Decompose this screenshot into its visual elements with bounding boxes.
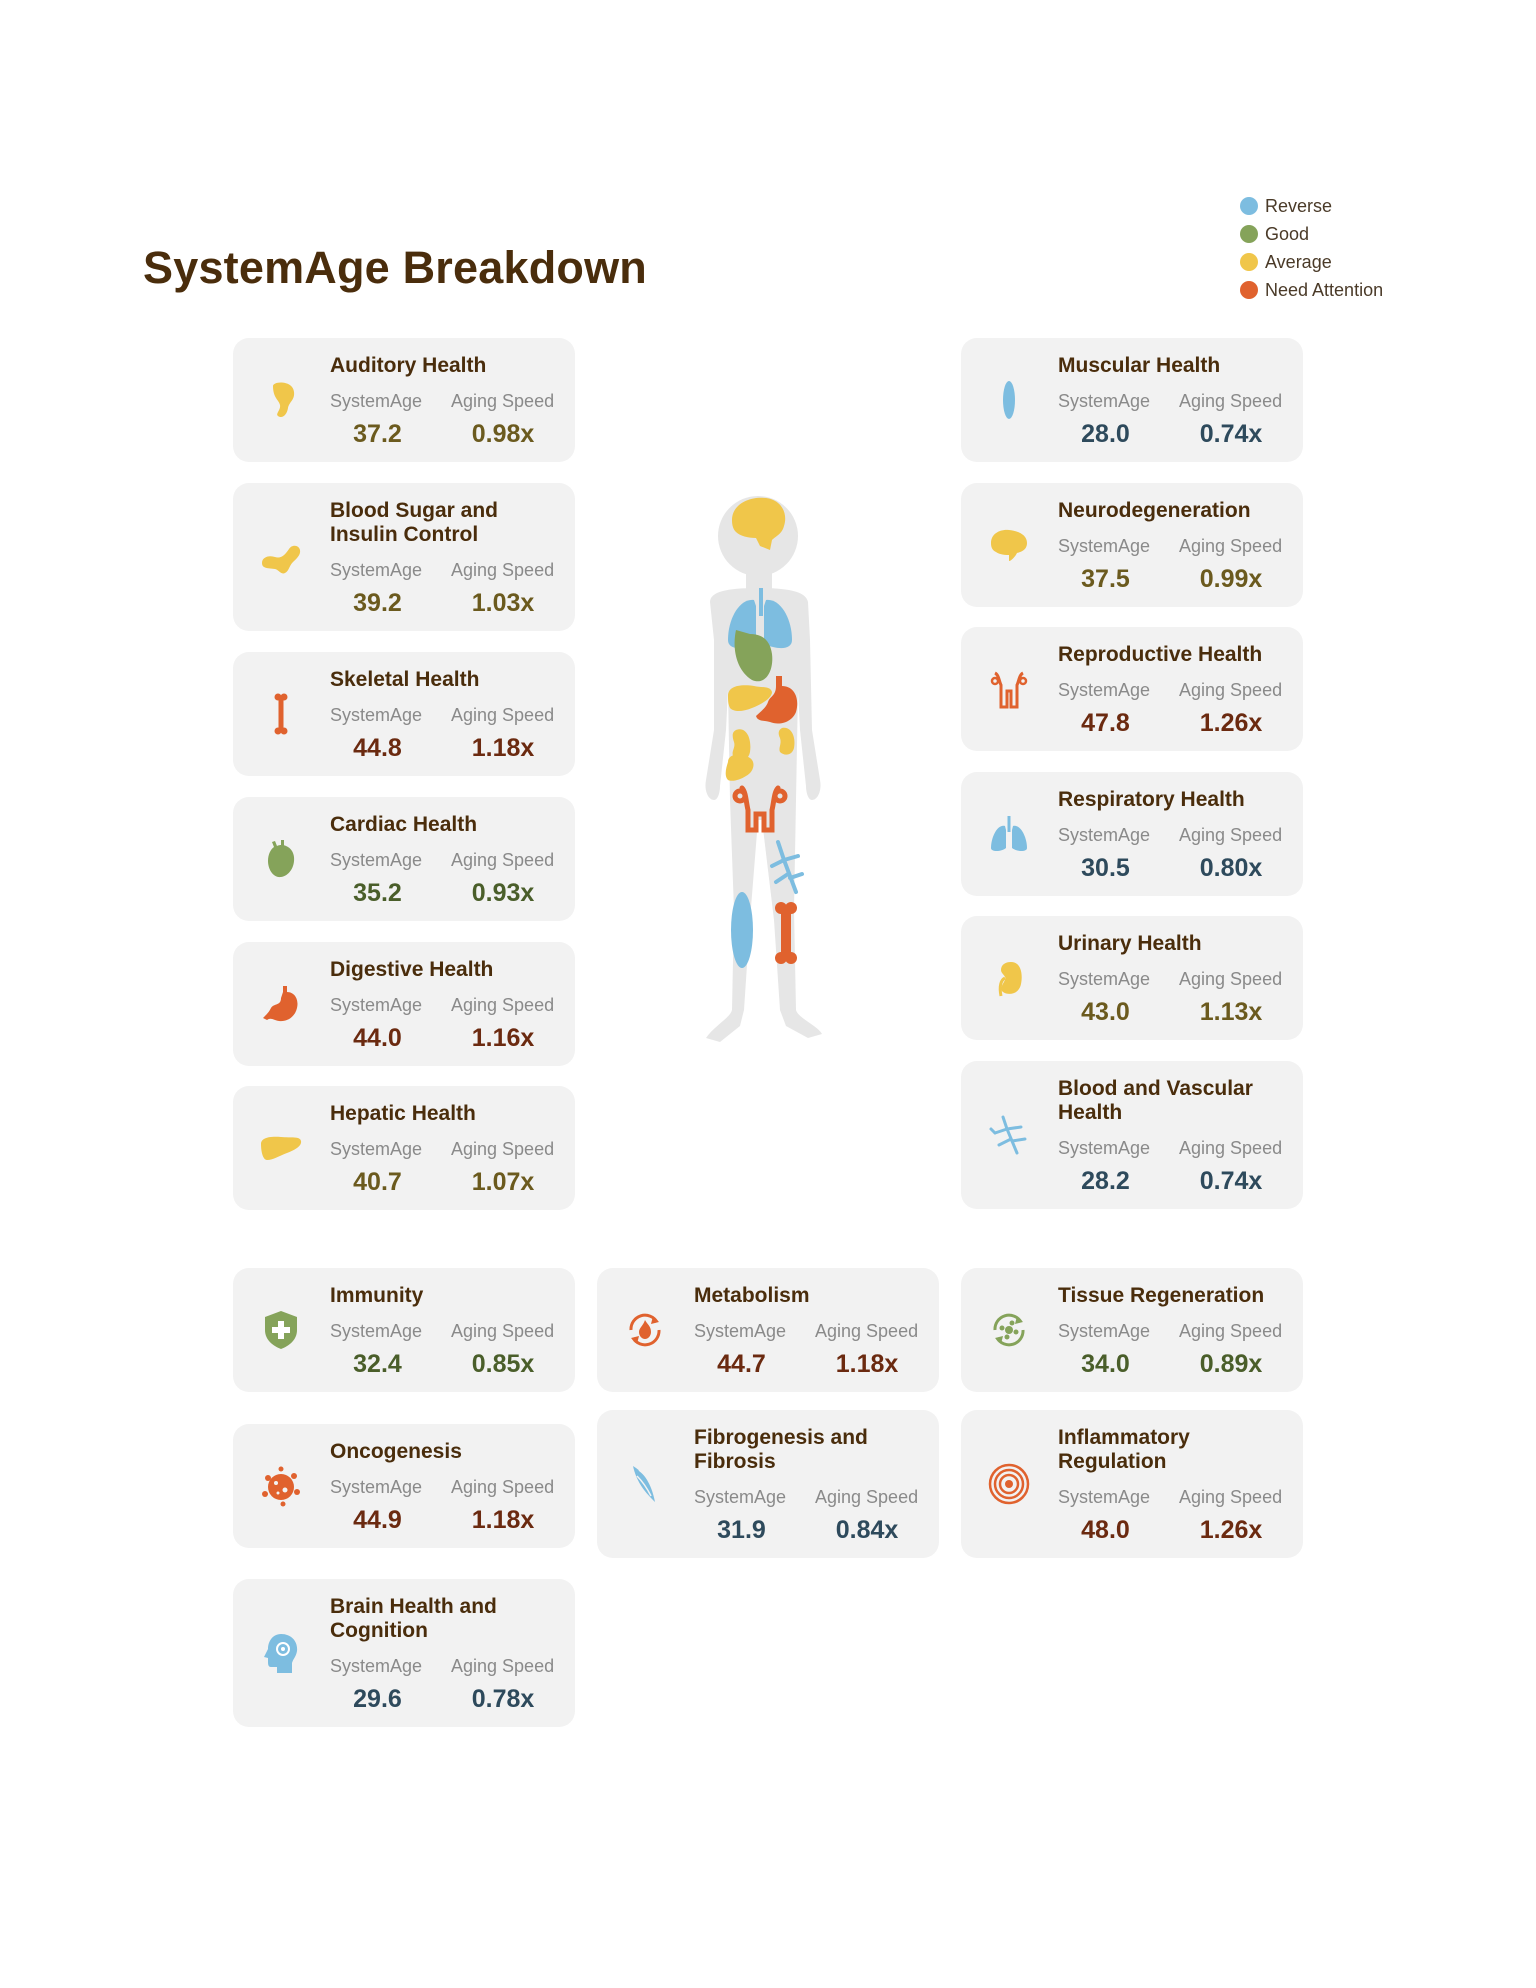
card-values [1058, 709, 1283, 738]
pancreas-icon [259, 535, 303, 579]
aging-speed-label: Aging Speed [451, 391, 555, 411]
systemage-label: SystemAge [330, 1477, 423, 1497]
systemage-value: 48.0 [1081, 1516, 1130, 1544]
card-skeletal-health[interactable] [233, 652, 575, 776]
card-title: Neurodegeneration [1058, 499, 1251, 522]
card-auditory-health[interactable] [233, 338, 575, 462]
systemage-value: 39.2 [353, 589, 402, 617]
card-labels [1058, 536, 1282, 557]
card-values [1058, 565, 1283, 594]
systemage-value: 44.8 [353, 734, 402, 762]
card-labels [330, 705, 554, 726]
aging-speed-label: Aging Speed [451, 1321, 555, 1341]
card-digestive-health[interactable] [233, 942, 575, 1066]
systemage-value: 44.9 [353, 1506, 402, 1534]
card-values [1058, 1350, 1283, 1379]
card-title: Digestive Health [330, 958, 494, 981]
systemage-label: SystemAge [330, 1656, 423, 1676]
aging-speed-value: 0.99x [1199, 565, 1263, 593]
card-labels [330, 1139, 554, 1160]
card-reproductive-health[interactable] [961, 627, 1303, 751]
aging-speed-label: Aging Speed [1179, 1321, 1283, 1341]
card-title: Urinary Health [1058, 932, 1202, 955]
systemage-value: 35.2 [353, 879, 402, 907]
aging-speed-label: Aging Speed [1179, 825, 1283, 845]
card-title: Reproductive Health [1058, 643, 1263, 666]
systemage-label: SystemAge [1058, 969, 1151, 989]
aging-speed-value: 1.18x [471, 734, 535, 762]
card-values [330, 879, 555, 908]
card-title: Metabolism [694, 1284, 810, 1307]
aging-speed-label: Aging Speed [451, 995, 555, 1015]
systemage-label: SystemAge [330, 560, 423, 580]
systemage-value: 32.4 [353, 1350, 402, 1378]
card-title: Brain Health and Cognition [330, 1595, 497, 1642]
aging-speed-label: Aging Speed [1179, 1487, 1283, 1507]
muscle-icon [987, 378, 1031, 422]
liver-icon [259, 1126, 303, 1170]
heart-icon [259, 837, 303, 881]
systemage-label: SystemAge [694, 1321, 787, 1341]
card-title: Tissue Regeneration [1058, 1284, 1265, 1307]
legend-label: Good [1265, 223, 1310, 244]
legend-item-attention [1240, 276, 1383, 304]
systemage-label: SystemAge [330, 705, 423, 725]
systemage-label: SystemAge [1058, 825, 1151, 845]
card-labels [330, 1477, 554, 1498]
card-values [330, 1024, 555, 1053]
card-tissue-regeneration[interactable] [961, 1268, 1303, 1392]
card-values [1058, 998, 1283, 1027]
systemage-label: SystemAge [330, 850, 423, 870]
legend-dot-reverse [1240, 197, 1258, 215]
legend-item-average [1240, 248, 1383, 276]
aging-speed-value: 0.78x [471, 1685, 535, 1713]
card-urinary-health[interactable] [961, 916, 1303, 1040]
aging-speed-value: 0.74x [1199, 1167, 1263, 1195]
card-brain-health[interactable] [233, 1579, 575, 1727]
aging-speed-label: Aging Speed [1179, 969, 1283, 989]
metabolism-flame-cycle-icon [623, 1308, 667, 1352]
page-title: SystemAge Breakdown [143, 242, 647, 293]
card-cardiac-health[interactable] [233, 797, 575, 921]
card-neurodegeneration[interactable] [961, 483, 1303, 607]
systemage-value: 47.8 [1081, 709, 1130, 737]
aging-speed-value: 1.07x [471, 1168, 535, 1196]
reproductive-organ-icon [987, 667, 1031, 711]
legend-label: Need Attention [1265, 279, 1384, 300]
card-values [330, 1506, 555, 1535]
card-values [330, 1685, 555, 1714]
systemage-label: SystemAge [1058, 1321, 1151, 1341]
systemage-value: 44.0 [353, 1024, 402, 1052]
card-values [694, 1350, 919, 1379]
card-muscular-health[interactable] [961, 338, 1303, 462]
aging-speed-label: Aging Speed [451, 1139, 555, 1159]
aging-speed-label: Aging Speed [451, 1656, 555, 1676]
card-title: Blood Sugar and Insulin Control [330, 499, 498, 546]
systemage-label: SystemAge [330, 995, 423, 1015]
card-labels [1058, 1487, 1282, 1508]
card-hepatic-health[interactable] [233, 1086, 575, 1210]
card-title: Oncogenesis [330, 1440, 462, 1463]
aging-speed-label: Aging Speed [1179, 680, 1283, 700]
card-labels [1058, 1138, 1282, 1159]
bone-icon [259, 692, 303, 736]
aging-speed-value: 0.85x [471, 1350, 535, 1378]
card-title: Muscular Health [1058, 354, 1221, 377]
aging-speed-value: 0.89x [1199, 1350, 1263, 1378]
aging-speed-value: 1.18x [471, 1506, 535, 1534]
aging-speed-value: 0.93x [471, 879, 535, 907]
aging-speed-label: Aging Speed [451, 1477, 555, 1497]
card-values [330, 734, 555, 763]
aging-speed-label: Aging Speed [815, 1321, 919, 1341]
legend-item-reverse [1240, 192, 1383, 220]
aging-speed-value: 1.13x [1199, 998, 1263, 1026]
card-blood-vascular-health[interactable] [961, 1061, 1303, 1209]
card-immunity[interactable] [233, 1268, 575, 1392]
systemage-value: 28.2 [1081, 1167, 1130, 1195]
card-oncogenesis[interactable] [233, 1424, 575, 1548]
systemage-label: SystemAge [1058, 536, 1151, 556]
cell-regeneration-icon [987, 1308, 1031, 1352]
legend [1240, 192, 1383, 304]
card-blood-sugar[interactable] [233, 483, 575, 631]
card-labels [1058, 969, 1282, 990]
aging-speed-label: Aging Speed [451, 850, 555, 870]
systemage-value: 40.7 [353, 1168, 402, 1196]
lungs-icon [987, 812, 1031, 856]
body-silhouette [705, 496, 822, 1042]
card-values [330, 589, 555, 618]
head-brain-icon [259, 1631, 303, 1675]
systemage-label: SystemAge [330, 1321, 423, 1341]
card-labels [330, 850, 554, 871]
card-fibrogenesis[interactable] [597, 1410, 939, 1558]
systemage-value: 34.0 [1081, 1350, 1130, 1378]
card-title: Respiratory Health [1058, 788, 1245, 811]
systemage-value: 43.0 [1081, 998, 1130, 1026]
aging-speed-label: Aging Speed [1179, 1138, 1283, 1158]
card-title: Auditory Health [330, 354, 487, 377]
card-respiratory-health[interactable] [961, 772, 1303, 896]
card-title: Blood and Vascular Health [1058, 1077, 1253, 1124]
aging-speed-value: 1.26x [1199, 709, 1263, 737]
legend-dot-attention [1240, 281, 1258, 299]
systemage-value: 29.6 [353, 1685, 402, 1713]
systemage-label: SystemAge [694, 1487, 787, 1507]
card-values [330, 420, 555, 449]
aging-speed-label: Aging Speed [451, 705, 555, 725]
card-values [1058, 1167, 1283, 1196]
card-metabolism[interactable] [597, 1268, 939, 1392]
aging-speed-label: Aging Speed [451, 560, 555, 580]
systemage-value: 30.5 [1081, 854, 1130, 882]
card-values [330, 1350, 555, 1379]
card-inflammatory-regulation[interactable] [961, 1410, 1303, 1558]
fibrosis-fiber-icon [623, 1462, 667, 1506]
card-values [1058, 1516, 1283, 1545]
card-labels [330, 995, 554, 1016]
legend-dot-good [1240, 225, 1258, 243]
ear-icon [259, 378, 303, 422]
aging-speed-value: 1.03x [471, 589, 535, 617]
card-title: Inflammatory Regulation [1058, 1426, 1190, 1473]
aging-speed-value: 0.98x [471, 420, 535, 448]
blood-vessel-icon [987, 1113, 1031, 1157]
legend-dot-average [1240, 253, 1258, 271]
human-body-illustration [670, 490, 870, 1075]
stomach-icon [259, 982, 303, 1026]
systemage-label: SystemAge [1058, 680, 1151, 700]
systemage-label: SystemAge [1058, 1138, 1151, 1158]
card-labels [330, 391, 554, 412]
cancer-cell-icon [259, 1464, 303, 1508]
brain-icon [987, 523, 1031, 567]
card-labels [694, 1487, 918, 1508]
muscle-organ [731, 892, 753, 968]
aging-speed-label: Aging Speed [1179, 391, 1283, 411]
card-labels [1058, 825, 1282, 846]
card-labels [330, 1656, 554, 1677]
card-title: Hepatic Health [330, 1102, 476, 1125]
card-title: Immunity [330, 1284, 424, 1307]
card-labels [330, 560, 554, 581]
card-values [1058, 854, 1283, 883]
inflammation-target-icon [987, 1462, 1031, 1506]
aging-speed-value: 1.18x [835, 1350, 899, 1378]
systemage-value: 37.5 [1081, 565, 1130, 593]
aging-speed-label: Aging Speed [1179, 536, 1283, 556]
aging-speed-value: 0.84x [835, 1516, 899, 1544]
card-labels [1058, 680, 1282, 701]
shield-plus-icon [259, 1308, 303, 1352]
card-values [330, 1168, 555, 1197]
systemage-value: 28.0 [1081, 420, 1130, 448]
systemage-label: SystemAge [1058, 1487, 1151, 1507]
systemage-label: SystemAge [1058, 391, 1151, 411]
systemage-value: 31.9 [717, 1516, 766, 1544]
systemage-value: 44.7 [717, 1350, 766, 1378]
card-values [1058, 420, 1283, 449]
systemage-label: SystemAge [330, 391, 423, 411]
aging-speed-value: 1.26x [1199, 1516, 1263, 1544]
card-title: Fibrogenesis and Fibrosis [694, 1426, 868, 1473]
kidney-icon [987, 956, 1031, 1000]
legend-label: Reverse [1265, 195, 1333, 216]
card-values [694, 1516, 919, 1545]
card-labels [1058, 391, 1282, 412]
legend-item-good [1240, 220, 1383, 248]
aging-speed-value: 0.74x [1199, 420, 1263, 448]
aging-speed-value: 1.16x [471, 1024, 535, 1052]
card-labels [694, 1321, 918, 1342]
card-labels [330, 1321, 554, 1342]
card-title: Skeletal Health [330, 668, 480, 691]
systemage-value: 37.2 [353, 420, 402, 448]
card-labels [1058, 1321, 1282, 1342]
card-title: Cardiac Health [330, 813, 478, 836]
aging-speed-value: 0.80x [1199, 854, 1263, 882]
systemage-label: SystemAge [330, 1139, 423, 1159]
legend-label: Average [1265, 251, 1332, 272]
aging-speed-label: Aging Speed [815, 1487, 919, 1507]
